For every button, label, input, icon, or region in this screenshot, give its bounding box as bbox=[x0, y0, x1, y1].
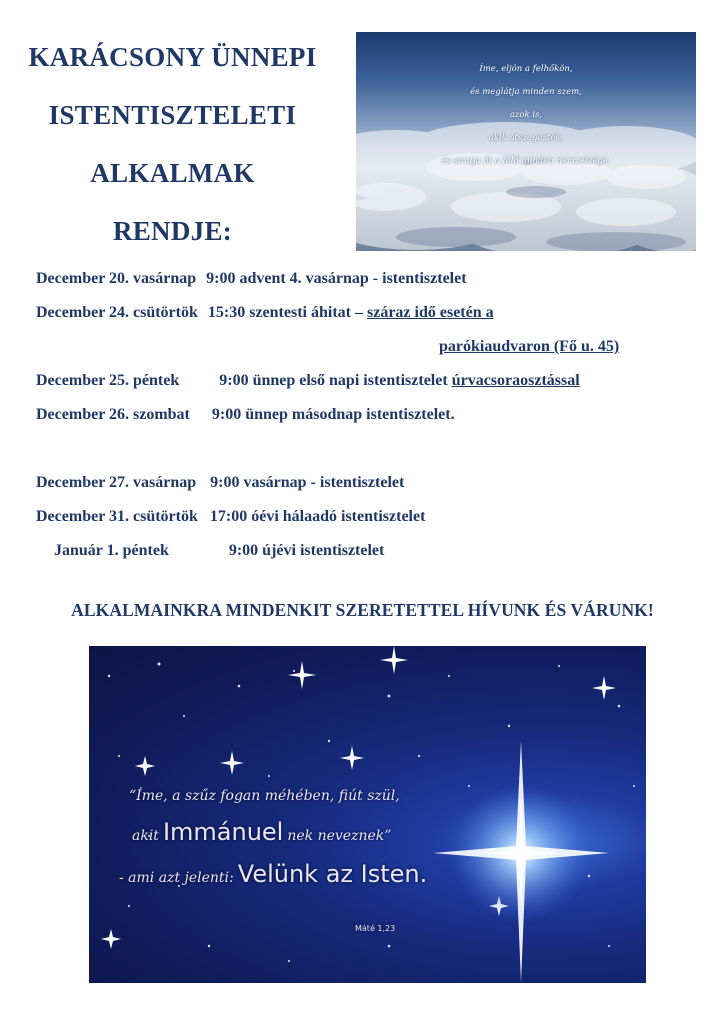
title-line-2: ISTENTISZTELETI bbox=[48, 100, 297, 130]
schedule-time: 9:00 bbox=[210, 474, 240, 491]
schedule-row-4 bbox=[36, 406, 455, 424]
schedule-note: száraz idő esetén a bbox=[366, 304, 494, 321]
schedule-time: 9:00 bbox=[211, 406, 242, 423]
schedule-event: advent 4. vasárnap - istentisztelet bbox=[239, 270, 467, 287]
schedule-event: ünnep első napi istentisztelet bbox=[252, 372, 448, 389]
quote-rest: nek neveznek” bbox=[287, 828, 392, 844]
quote-akit: akit bbox=[132, 828, 159, 844]
verse-line-2: és meglátja minden szem, bbox=[470, 87, 582, 97]
quote-reference: Máté 1,23 bbox=[355, 924, 396, 933]
schedule-date: December 24. csütörtök bbox=[36, 304, 198, 321]
title-line-3: ALKALMAK bbox=[90, 158, 255, 188]
schedule-row-2-continued bbox=[439, 338, 619, 356]
schedule-event-underlined: úrvacsoraosztással bbox=[451, 372, 580, 389]
verse-line-4: akik átszegezték, bbox=[488, 133, 564, 143]
quote-name: Immánuel bbox=[162, 818, 284, 846]
schedule-event: vasárnap - istentisztelet bbox=[243, 474, 405, 491]
schedule-date: December 25. péntek bbox=[36, 372, 180, 389]
schedule-date: December 26. szombat bbox=[36, 406, 190, 423]
schedule-note-location: parókiaudvaron (Fő u. 45) bbox=[439, 338, 620, 355]
schedule-date: December 20. vasárnap bbox=[36, 270, 197, 287]
clouds-image bbox=[356, 32, 696, 251]
verse-line-5: és siratja őt a föld minden nemzetsége. bbox=[441, 156, 611, 166]
schedule-date: December 31. csütörtök bbox=[36, 508, 198, 525]
schedule-event: szentesti áhitat – bbox=[249, 304, 363, 321]
schedule-row-5 bbox=[36, 474, 404, 492]
invitation-text: ALKALMAINKRA MINDENKIT SZERETETTEL HÍVUNK ÉS VÁRUNK! bbox=[71, 600, 654, 620]
page-title bbox=[0, 28, 345, 260]
cloud-verse bbox=[356, 58, 696, 173]
schedule-row-1 bbox=[36, 270, 467, 288]
quote-line-3 bbox=[119, 860, 427, 888]
verse-line-1: Íme, eljön a felhőkön, bbox=[479, 64, 573, 74]
schedule-time: 9:00 bbox=[219, 372, 249, 389]
schedule-time: 15:30 bbox=[207, 304, 246, 321]
schedule-date: December 27. vasárnap bbox=[36, 474, 197, 491]
schedule-row-7 bbox=[54, 542, 384, 560]
schedule-row-3 bbox=[36, 372, 580, 390]
quote-meaning: - ami azt jelenti: bbox=[119, 870, 234, 886]
verse-line-3: azok is, bbox=[509, 110, 543, 120]
schedule-time: 9:00 bbox=[206, 270, 236, 287]
schedule-row-6 bbox=[36, 508, 425, 526]
quote-line-2 bbox=[132, 818, 391, 846]
quote-big: Velünk az Isten. bbox=[237, 860, 428, 888]
schedule-event: óévi hálaadó istentisztelet bbox=[251, 508, 426, 525]
title-line-4: RENDJE: bbox=[112, 216, 233, 246]
quote-line-1: “Íme, a szűz fogan méhében, fiút szül, bbox=[129, 788, 400, 804]
schedule-date: Január 1. péntek bbox=[54, 542, 169, 559]
schedule-event: újévi istentisztelet bbox=[262, 542, 385, 559]
schedule-time: 17:00 bbox=[209, 508, 248, 525]
schedule-time: 9:00 bbox=[228, 542, 259, 559]
schedule-row-2 bbox=[36, 304, 494, 322]
star-image bbox=[89, 646, 646, 983]
schedule-event: ünnep másodnap istentisztelet. bbox=[245, 406, 455, 423]
title-line-1: KARÁCSONY ÜNNEPI bbox=[28, 42, 317, 72]
